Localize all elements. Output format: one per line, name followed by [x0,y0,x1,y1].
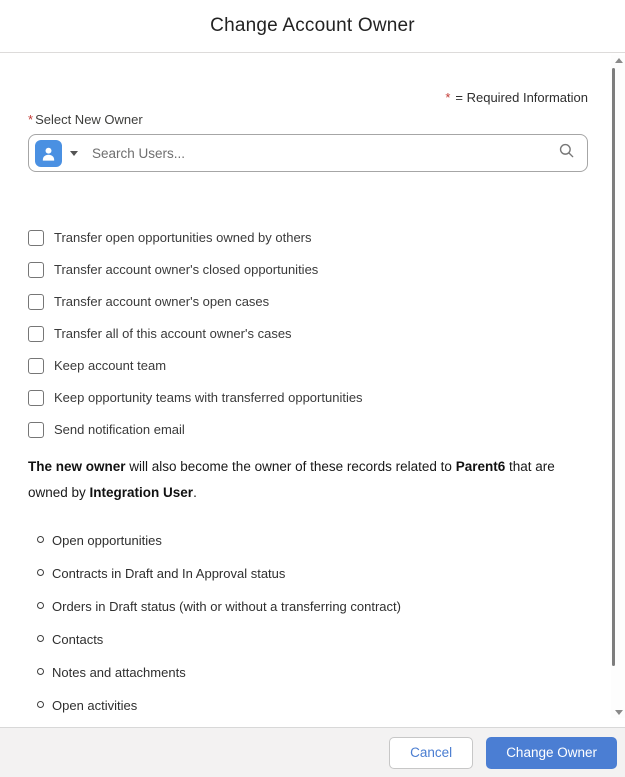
select-new-owner-label [28,112,588,127]
checkbox-label: Transfer open opportunities owned by others [54,230,312,245]
chevron-down-icon[interactable] [70,151,78,156]
owner-search-combobox [28,134,588,172]
list-item: Contacts [28,632,588,647]
checkbox-row [28,293,588,310]
search-icon[interactable] [558,142,575,164]
checkbox-label: Send notification email [54,422,185,437]
checkbox[interactable] [28,422,44,438]
checkbox-row [28,357,588,374]
user-avatar-icon[interactable] [35,140,62,167]
field-label-text: Select New Owner [35,112,143,127]
checkbox-row [28,261,588,278]
change-owner-button[interactable]: Change Owner [486,737,617,769]
modal-footer [0,727,625,777]
required-information-note [28,90,588,105]
required-asterisk: * [28,112,34,127]
checkbox[interactable] [28,358,44,374]
checkbox[interactable] [28,230,44,246]
checkbox[interactable] [28,262,44,278]
search-users-input[interactable] [92,146,550,161]
list-item: Contracts in Draft and In Approval status [28,566,588,581]
checkbox-label: Transfer account owner's open cases [54,294,270,309]
page-title: Change Account Owner [210,15,415,36]
required-asterisk: * [445,90,451,105]
list-item: Open opportunities [28,533,588,548]
scroll-down-arrow-icon[interactable] [615,710,623,715]
description-text: The new owner will also become the owner of these records related to Parent6 that are owned by Integration User. [28,459,555,500]
related-records-list [28,533,588,713]
modal-header [0,0,625,53]
checkbox-row [28,325,588,342]
list-item: Orders in Draft status (with or without a transferring contract) [28,599,588,614]
checkbox-list [28,229,588,438]
checkbox[interactable] [28,294,44,310]
checkbox-label: Transfer account owner's closed opportunities [54,262,319,277]
checkbox-row [28,229,588,246]
checkbox-row [28,389,588,406]
checkbox-label: Keep account team [54,358,167,373]
scroll-up-arrow-icon[interactable] [615,58,623,63]
checkbox[interactable] [28,326,44,342]
checkbox-label: Keep opportunity teams with transferred opportunities [54,390,363,405]
checkbox-label: Transfer all of this account owner's cases [54,326,292,341]
checkbox[interactable] [28,390,44,406]
vertical-scrollbar[interactable] [611,55,625,718]
checkbox-row [28,421,588,438]
scrollbar-thumb[interactable] [612,68,615,666]
modal-body [0,53,625,727]
list-item: Notes and attachments [28,665,588,680]
required-note-text: = Required Information [455,90,588,105]
cancel-button[interactable]: Cancel [389,737,473,769]
list-item: Open activities [28,698,588,713]
